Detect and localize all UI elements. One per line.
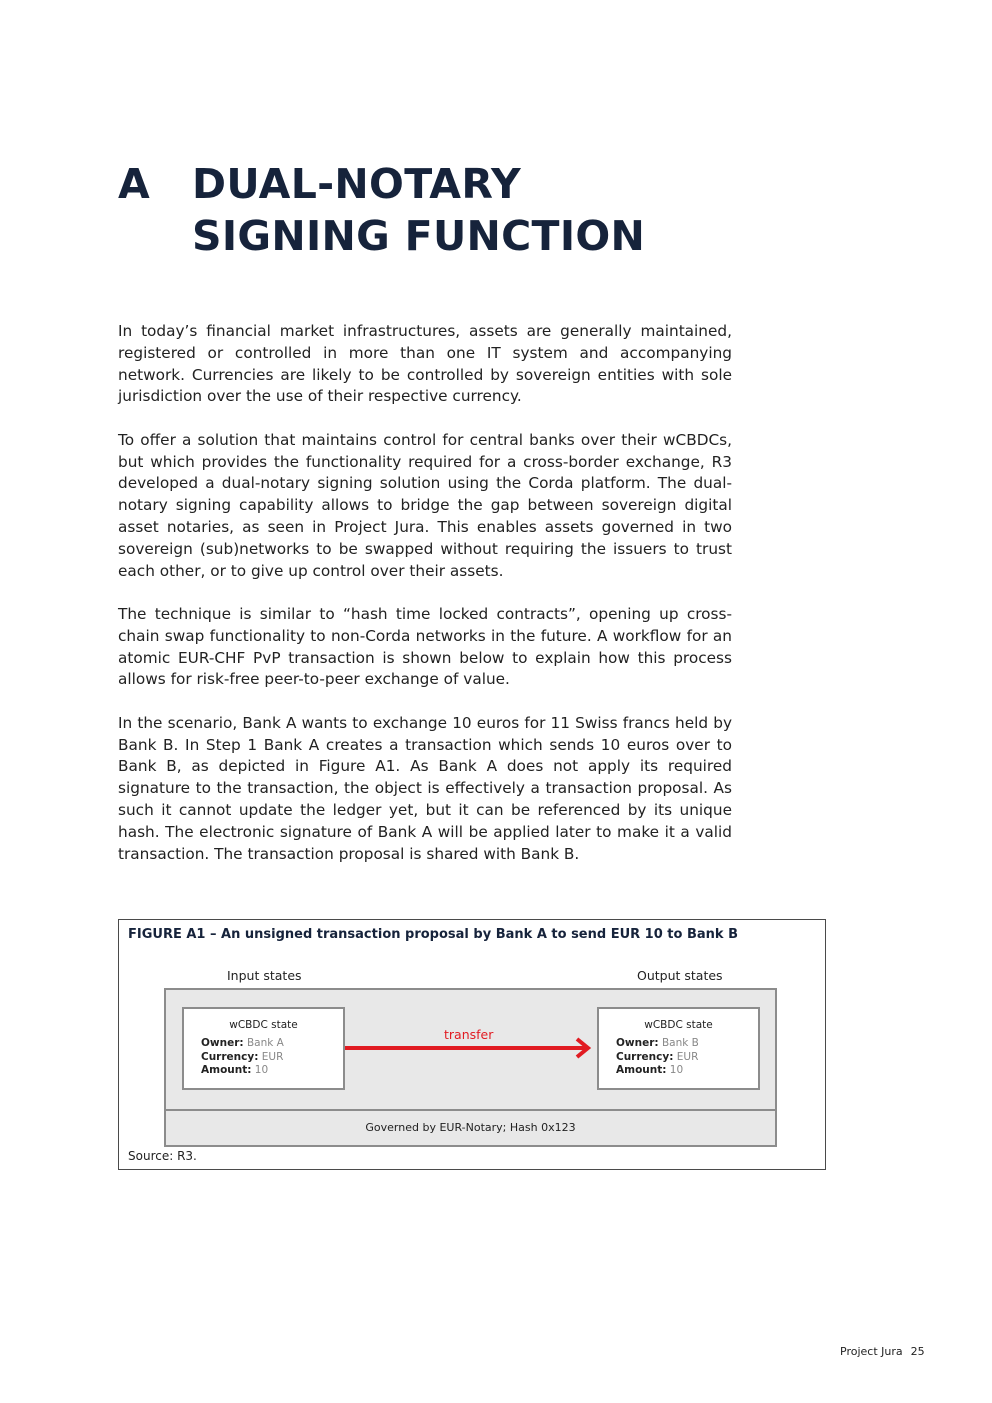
amount-key: Amount: (201, 1064, 252, 1076)
page-footer (840, 1345, 925, 1358)
page-number: 25 (910, 1345, 925, 1358)
state-title: wCBDC state (229, 1019, 298, 1031)
body-text (118, 321, 732, 887)
state-title: wCBDC state (644, 1019, 713, 1031)
footer-project: Project Jura (840, 1345, 903, 1358)
transaction-container (164, 988, 777, 1147)
amount-key: Amount: (616, 1064, 667, 1076)
amount-row (616, 1064, 683, 1076)
owner-key: Owner: (201, 1037, 244, 1049)
owner-key: Owner: (616, 1037, 659, 1049)
owner-row (201, 1037, 284, 1049)
paragraph: In today’s financial market infrastructures, assets are generally maintained, registered or controlled in more than one IT system and accompanying network. Currencies are likely to be controlled by sovereign entities with sole jurisdiction over the use of their respective currency. (118, 322, 732, 406)
owner-row (616, 1037, 699, 1049)
figure-source: Source: R3. (128, 1149, 197, 1163)
owner-value: Bank B (661, 1037, 699, 1049)
input-states-label: Input states (227, 968, 302, 983)
amount-value: 10 (254, 1064, 269, 1076)
paragraph: The technique is similar to “hash time locked contracts”, opening up cross-chain swap functionality to non-Corda networks in the future. A workflow for an atomic EUR-CHF PvP transaction is shown below to explain how this process allows for risk-free peer-to-peer exchange of value. (118, 604, 732, 689)
transfer-label: transfer (444, 1027, 494, 1042)
currency-key: Currency: (201, 1051, 259, 1063)
currency-key: Currency: (616, 1051, 674, 1063)
transfer-arrow-icon (345, 1036, 597, 1060)
amount-row (201, 1064, 268, 1076)
section-title-line-1: DUAL-NOTARY (192, 160, 521, 208)
currency-value: EUR (676, 1051, 699, 1063)
figure-title: FIGURE A1 – An unsigned transaction proposal by Bank A to send EUR 10 to Bank B (128, 927, 738, 942)
output-states-label: Output states (637, 968, 723, 983)
currency-row (201, 1051, 283, 1063)
governed-by-label: Governed by EUR-Notary; Hash 0x123 (365, 1121, 576, 1134)
currency-row (616, 1051, 698, 1063)
divider (166, 1109, 775, 1111)
owner-value: Bank A (246, 1037, 284, 1049)
currency-value: EUR (261, 1051, 284, 1063)
paragraph: To offer a solution that maintains control for central banks over their wCBDCs, but which provides the functionality required for a cross-border exchange, R3 developed a dual-notary signing solution using the Corda platform. The dual-notary signing capability allows to bridge the gap between sovereign digital asset notaries, as seen in Project Jura. This enables assets governed in two sovereign (sub)networks to be swapped without requiring the issuers to trust each other, or to give up control over their assets. (118, 430, 732, 580)
section-title-line-2: SIGNING FUNCTION (192, 212, 646, 260)
output-state-box (597, 1007, 760, 1090)
figure-a1 (118, 919, 826, 1170)
input-state-box (182, 1007, 345, 1090)
section-title (192, 158, 752, 262)
section-letter: A (118, 160, 151, 208)
paragraph: In the scenario, Bank A wants to exchange 10 euros for 11 Swiss francs held by Bank B. In Step 1 Bank A creates a transaction which sends 10 euros over to Bank B, as depicted in Figure A1. As Bank A does not apply its required signature to the transaction, the object is effectively a transaction proposal. As such it cannot update the ledger yet, but it can be referenced by its unique hash. The electronic signature of Bank A will be applied later to make it a valid transaction. The transaction proposal is shared with Bank B. (118, 713, 732, 863)
amount-value: 10 (669, 1064, 684, 1076)
